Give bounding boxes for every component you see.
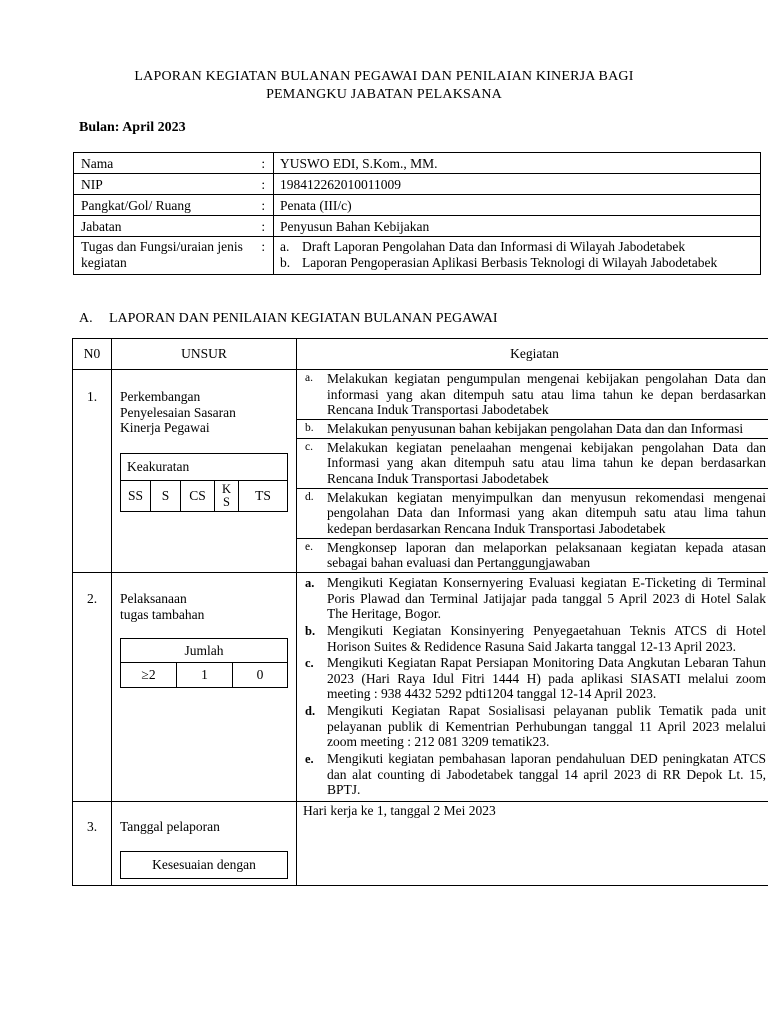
identity-colon: :	[254, 195, 274, 216]
list-marker: c.	[305, 656, 314, 671]
identity-label: Tugas dan Fungsi/uraian jenis kegiatan	[74, 237, 254, 275]
identity-row-pangkat	[74, 195, 761, 216]
section-title: LAPORAN DAN PENILAIAN KEGIATAN BULANAN PEGAWAI	[109, 311, 498, 326]
list-marker: a.	[280, 239, 290, 254]
identity-value: Penata (III/c)	[274, 195, 761, 216]
jumlah-cell: ≥2	[121, 663, 177, 688]
list-text: Mengikuti Kegiatan Rapat Persiapan Monitoring Data Angkutan Lebaran Tahun 2023 (Hari Raya Idul Fitri 1444 H) pada aplikasi SIASATI melalui zoom meeting : 938 4432 5292 pdti1204 tanggal 12-14 April 2023.	[327, 655, 766, 702]
table-header-row	[73, 339, 768, 370]
document-title	[0, 69, 768, 105]
identity-row-tugas	[74, 237, 761, 275]
row-number: 3.	[73, 802, 112, 886]
kegiatan-item	[297, 489, 768, 539]
identity-label: Jabatan	[74, 216, 254, 237]
table-row	[73, 370, 768, 573]
header-no: N0	[73, 339, 112, 370]
kegiatan-item	[297, 370, 768, 420]
unsur-cell	[112, 572, 297, 801]
identity-colon: :	[254, 237, 274, 275]
rating-cell: TS	[239, 480, 288, 511]
table-row	[73, 802, 768, 886]
unsur-text: Perkembangan Penyelesaian Sasaran Kinerja Pegawai	[120, 389, 236, 436]
list-text: Mengikuti Kegiatan Rapat Sosialisasi pelayanan publik Tematik pada unit pelayanan publik di Kementrian Perhubungan tanggal 11 April 2023 melalui zoom meeting : 212 081 3209 tematik23.	[327, 703, 766, 750]
rating-cell: CS	[181, 480, 215, 511]
list-marker: a.	[305, 372, 313, 384]
identity-colon: :	[254, 216, 274, 237]
kesesuaian-box: Kesesuaian dengan	[120, 851, 288, 879]
keakuratan-title: Keakuratan	[121, 453, 288, 480]
title-line-1: LAPORAN KEGIATAN BULANAN PEGAWAI DAN PENILAIAN KINERJA BAGI	[134, 69, 634, 84]
kegiatan-item	[297, 751, 768, 799]
section-letter: A.	[79, 311, 93, 326]
list-marker: b.	[280, 254, 291, 270]
jumlah-table	[120, 638, 288, 688]
list-marker: d.	[305, 490, 314, 503]
identity-value: Penyusun Bahan Kebijakan	[274, 216, 761, 237]
list-marker: a.	[305, 575, 315, 590]
kegiatan-item	[297, 420, 768, 439]
list-text: Melakukan penyusunan bahan kebijakan pengolahan Data dan dan Informasi	[327, 420, 744, 436]
section-a-heading	[79, 311, 498, 327]
kegiatan-list	[297, 370, 768, 573]
identity-row-jabatan	[74, 216, 761, 237]
rating-cell: K S	[215, 480, 239, 511]
list-marker: b.	[305, 623, 316, 638]
jumlah-title: Jumlah	[121, 639, 288, 663]
identity-label: Pangkat/Gol/ Ruang	[74, 195, 254, 216]
tugas-list	[280, 239, 755, 270]
kegiatan-item	[297, 539, 768, 572]
list-marker: b.	[305, 421, 314, 434]
table-row	[73, 572, 768, 801]
list-text: Mengikuti kegiatan pembahasan laporan pendahuluan DED peningkatan ATCS dan alat counting di Jabodetabek tanggal 14 april 2023 di RR Depok Lt. 15, BPTJ.	[327, 751, 766, 798]
rating-cell: SS	[121, 480, 151, 511]
list-text: Melakukan kegiatan pengumpulan mengenai kebijakan pengolahan Data dan informasi yang akan ditempuh satu atau lima tahun ke depan berdasarkan Rencana Induk Transportasi Jabodetabek	[327, 371, 766, 418]
rating-cell: S	[151, 480, 181, 511]
list-text: Draft Laporan Pengolahan Data dan Informasi di Wilayah Jabodetabek	[302, 239, 686, 254]
keakuratan-table	[120, 453, 288, 512]
jumlah-cell: 0	[233, 663, 288, 688]
identity-label: Nama	[74, 153, 254, 174]
unsur-text: Pelaksanaan	[120, 590, 187, 606]
list-marker: c.	[305, 440, 313, 453]
identity-value: YUSWO EDI, S.Kom., MM.	[274, 153, 761, 174]
list-text: Mengikuti Kegiatan Konsinyering Penyegaetahuan Teknis ATCS di Hotel Horison Suites & Redidence Rasuna Said Jakarta tanggal 12-13 April 2023.	[327, 622, 766, 654]
tugas-list-cell	[274, 237, 761, 275]
identity-table	[73, 152, 761, 275]
list-text: Melakukan kegiatan penelaahan mengenai kebijakan pengolahan Data dan Informasi yang akan ditempuh satu atau lima tahun ke depan berdasarkan Rencana Induk Transportasi Jabodetabek	[327, 439, 766, 486]
tugas-item	[280, 255, 755, 271]
tugas-item	[280, 239, 755, 255]
list-marker: e.	[305, 540, 313, 553]
kegiatan-item	[297, 575, 768, 623]
list-text: Mengikuti Kegiatan Konsernyering Evaluasi kegiatan E-Ticketing di Terminal Poris Plawad dan Terminal Jatijajar pada tanggal 5 April 2023 di Hotel Salak The Heritage, Bogor.	[327, 574, 766, 622]
list-text: Laporan Pengoperasian Aplikasi Berbasis Teknologi di Wilayah Jabodetabek	[302, 254, 718, 270]
identity-colon: :	[254, 153, 274, 174]
kegiatan-item	[297, 655, 768, 703]
kegiatan-item	[297, 439, 768, 489]
kegiatan-list	[297, 572, 768, 801]
row-number: 2.	[73, 572, 112, 801]
jumlah-cell: 1	[177, 663, 233, 688]
list-marker: d.	[305, 704, 316, 719]
unsur-cell	[112, 370, 297, 573]
list-text: Mengkonsep laporan dan melaporkan pelaksanaan kegiatan kepada atasan sebagai bahan evaluasi dan Pertanggungjawaban	[327, 539, 766, 571]
header-unsur: UNSUR	[112, 339, 297, 370]
identity-colon: :	[254, 174, 274, 195]
identity-row-nip	[74, 174, 761, 195]
kegiatan-item	[297, 703, 768, 751]
unsur-cell	[112, 802, 297, 886]
list-marker: e.	[305, 752, 314, 767]
identity-row-nama	[74, 153, 761, 174]
identity-label: NIP	[74, 174, 254, 195]
kegiatan-text: Hari kerja ke 1, tanggal 2 Mei 2023	[297, 802, 768, 886]
kegiatan-item	[297, 623, 768, 655]
row-number: 1.	[73, 370, 112, 573]
unsur-text: tugas tambahan	[120, 606, 205, 622]
title-line-2: PEMANGKU JABATAN PELAKSANA	[266, 87, 502, 102]
activity-table	[72, 338, 768, 886]
identity-value: 198412262010011009	[274, 174, 761, 195]
report-month: Bulan: April 2023	[79, 120, 186, 135]
list-text: Melakukan kegiatan menyimpulkan dan menyusun rekomendasi mengenai pengolahan Data dan Informasi yang akan ditempuh satu atau lima tahun kedepan berdasarkan Rencana Induk Transportasi Jabodetabek	[327, 489, 766, 536]
header-kegiatan: Kegiatan	[297, 339, 768, 370]
unsur-text: Tanggal pelaporan	[120, 819, 220, 835]
